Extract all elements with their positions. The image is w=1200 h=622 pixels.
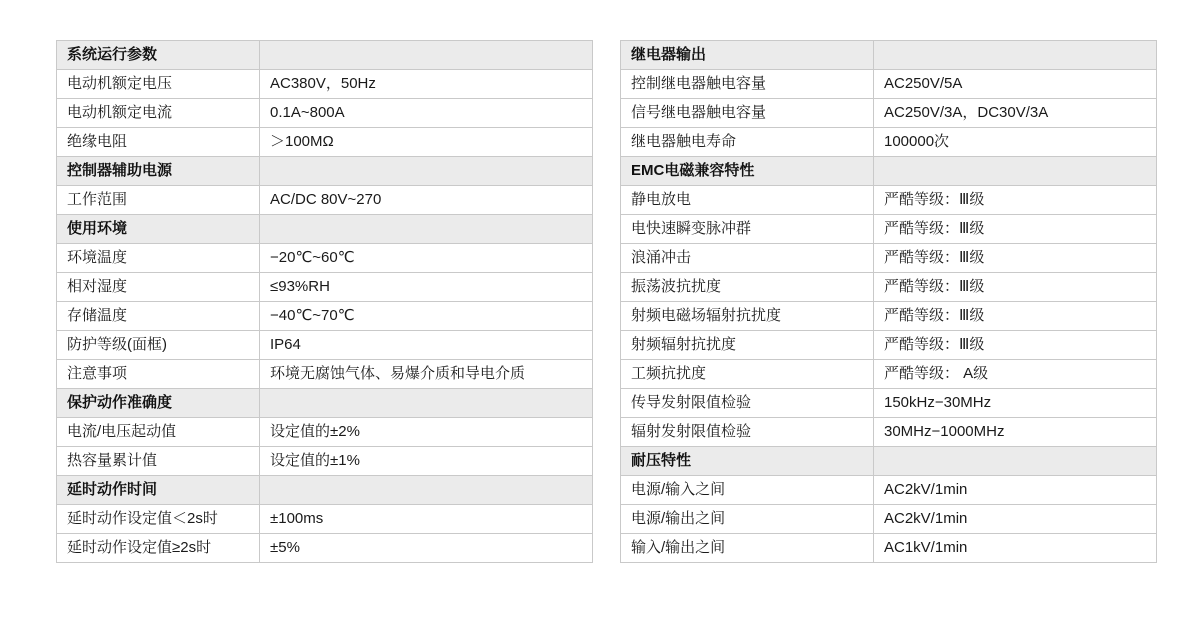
spec-label: 信号继电器触电容量 xyxy=(621,99,874,128)
spec-value: 设定值的±1% xyxy=(260,447,593,476)
table-row xyxy=(621,389,1157,418)
left-column xyxy=(56,40,592,563)
table-row xyxy=(621,99,1157,128)
spec-label: 输入/输出之间 xyxy=(621,534,874,563)
right-spec-table xyxy=(620,40,1157,563)
section-header-row xyxy=(57,157,593,186)
table-row xyxy=(57,447,593,476)
section-title: 系统运行参数 xyxy=(57,41,260,70)
spec-label: 电快速瞬变脉冲群 xyxy=(621,215,874,244)
section-header-row xyxy=(57,476,593,505)
spec-label: 绝缘电阻 xyxy=(57,128,260,157)
section-header-row xyxy=(57,389,593,418)
spec-label: 工作范围 xyxy=(57,186,260,215)
spec-value: IP64 xyxy=(260,331,593,360)
spec-value: 100000次 xyxy=(874,128,1157,157)
section-header-row xyxy=(621,157,1157,186)
section-title: 控制器辅助电源 xyxy=(57,157,260,186)
section-value-cell xyxy=(260,389,593,418)
table-row xyxy=(621,70,1157,99)
spec-value: 严酷等级：Ⅲ级 xyxy=(874,273,1157,302)
section-value-cell xyxy=(874,447,1157,476)
section-value-cell xyxy=(260,157,593,186)
spec-label: 浪涌冲击 xyxy=(621,244,874,273)
spec-label: 电动机额定电压 xyxy=(57,70,260,99)
spec-label: 延时动作设定值＜2s时 xyxy=(57,505,260,534)
table-row xyxy=(621,331,1157,360)
spec-value: 严酷等级：Ⅲ级 xyxy=(874,215,1157,244)
table-row xyxy=(621,186,1157,215)
spec-value: 严酷等级：Ⅲ级 xyxy=(874,186,1157,215)
section-value-cell xyxy=(260,41,593,70)
spec-value: 0.1A~800A xyxy=(260,99,593,128)
table-row xyxy=(621,534,1157,563)
table-row xyxy=(621,244,1157,273)
spec-value: AC2kV/1min xyxy=(874,505,1157,534)
spec-label: 传导发射限值检验 xyxy=(621,389,874,418)
section-value-cell xyxy=(260,215,593,244)
spec-value: 严酷等级：Ⅲ级 xyxy=(874,331,1157,360)
section-value-cell xyxy=(874,41,1157,70)
spec-label: 存储温度 xyxy=(57,302,260,331)
section-value-cell xyxy=(260,476,593,505)
spec-label: 射频电磁场辐射抗扰度 xyxy=(621,302,874,331)
spec-value: AC1kV/1min xyxy=(874,534,1157,563)
spec-label: 静电放电 xyxy=(621,186,874,215)
table-row xyxy=(621,360,1157,389)
spec-label: 热容量累计值 xyxy=(57,447,260,476)
spec-label: 电动机额定电流 xyxy=(57,99,260,128)
section-header-row xyxy=(621,41,1157,70)
table-row xyxy=(57,186,593,215)
spec-label: 电源/输出之间 xyxy=(621,505,874,534)
spec-value: 严酷等级：Ⅲ级 xyxy=(874,302,1157,331)
section-title: EMC电磁兼容特性 xyxy=(621,157,874,186)
table-row xyxy=(621,476,1157,505)
spec-label: 继电器触电寿命 xyxy=(621,128,874,157)
left-spec-table xyxy=(56,40,593,563)
table-row xyxy=(621,505,1157,534)
section-value-cell xyxy=(874,157,1157,186)
table-row xyxy=(621,418,1157,447)
spec-value: 环境无腐蚀气体、易爆介质和导电介质 xyxy=(260,360,593,389)
table-row xyxy=(621,215,1157,244)
section-header-row xyxy=(57,41,593,70)
spec-label: 辐射发射限值检验 xyxy=(621,418,874,447)
table-row xyxy=(57,302,593,331)
table-row xyxy=(57,273,593,302)
spec-value: −40℃~70℃ xyxy=(260,302,593,331)
section-header-row xyxy=(621,447,1157,476)
spec-value: AC/DC 80V~270 xyxy=(260,186,593,215)
table-row xyxy=(57,244,593,273)
spec-label: 射频辐射抗扰度 xyxy=(621,331,874,360)
spec-value: 设定值的±2% xyxy=(260,418,593,447)
table-row xyxy=(621,128,1157,157)
spec-value: ＞100MΩ xyxy=(260,128,593,157)
spec-label: 工频抗扰度 xyxy=(621,360,874,389)
spec-label: 延时动作设定值≥2s时 xyxy=(57,534,260,563)
spec-label: 防护等级(面框) xyxy=(57,331,260,360)
spec-value: ±5% xyxy=(260,534,593,563)
spec-label: 电源/输入之间 xyxy=(621,476,874,505)
table-row xyxy=(57,418,593,447)
table-row xyxy=(621,273,1157,302)
spec-value: ±100ms xyxy=(260,505,593,534)
spec-value: −20℃~60℃ xyxy=(260,244,593,273)
spec-label: 注意事项 xyxy=(57,360,260,389)
right-spec-table-body xyxy=(621,41,1157,563)
spec-value: 150kHz−30MHz xyxy=(874,389,1157,418)
section-title: 耐压特性 xyxy=(621,447,874,476)
table-row xyxy=(57,70,593,99)
spec-value: 严酷等级： A级 xyxy=(874,360,1157,389)
spec-value: AC2kV/1min xyxy=(874,476,1157,505)
table-row xyxy=(57,331,593,360)
left-spec-table-body xyxy=(57,41,593,563)
spec-label: 振荡波抗扰度 xyxy=(621,273,874,302)
spec-value: AC380V，50Hz xyxy=(260,70,593,99)
section-title: 使用环境 xyxy=(57,215,260,244)
spec-value: 严酷等级：Ⅲ级 xyxy=(874,244,1157,273)
table-row xyxy=(57,360,593,389)
table-row xyxy=(57,505,593,534)
spec-value: AC250V/3A，DC30V/3A xyxy=(874,99,1157,128)
section-title: 保护动作准确度 xyxy=(57,389,260,418)
spec-label: 电流/电压起动值 xyxy=(57,418,260,447)
spec-value: ≤93%RH xyxy=(260,273,593,302)
spec-value: AC250V/5A xyxy=(874,70,1157,99)
spec-label: 相对湿度 xyxy=(57,273,260,302)
section-title: 延时动作时间 xyxy=(57,476,260,505)
table-row xyxy=(57,99,593,128)
spec-label: 控制继电器触电容量 xyxy=(621,70,874,99)
section-title: 继电器输出 xyxy=(621,41,874,70)
spec-value: 30MHz−1000MHz xyxy=(874,418,1157,447)
spec-label: 环境温度 xyxy=(57,244,260,273)
table-row xyxy=(621,302,1157,331)
table-row xyxy=(57,128,593,157)
right-column xyxy=(620,40,1156,563)
section-header-row xyxy=(57,215,593,244)
table-row xyxy=(57,534,593,563)
